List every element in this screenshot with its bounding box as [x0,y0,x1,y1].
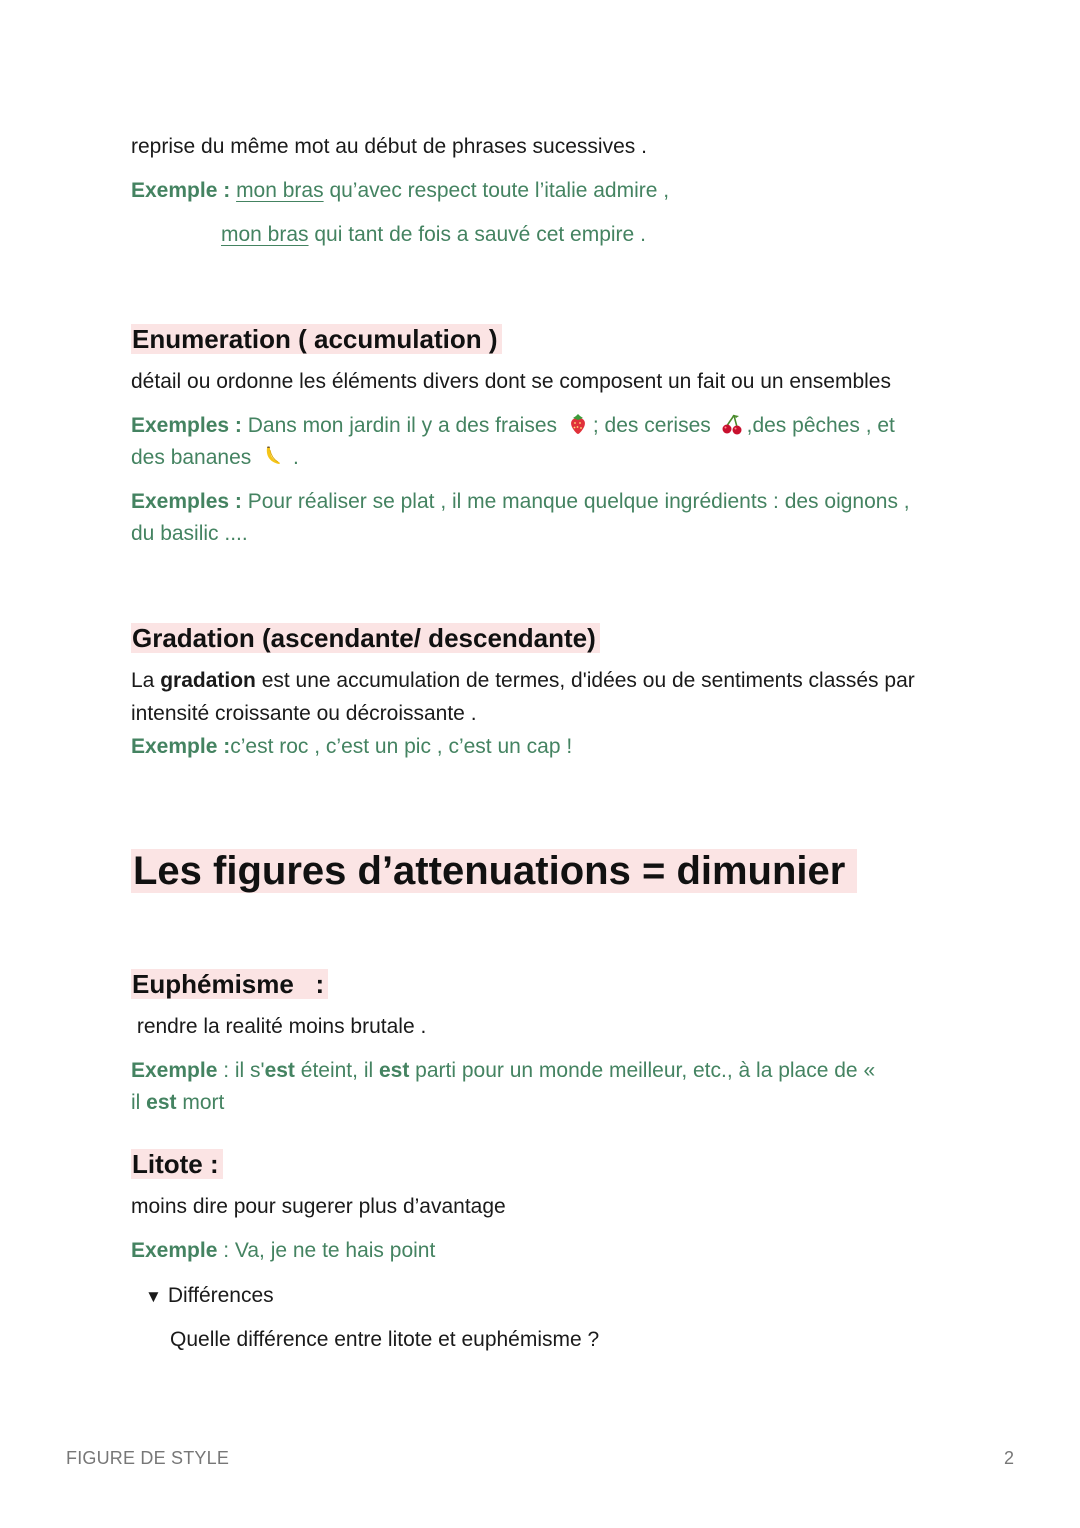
anaphore-example-line1 [131,174,669,207]
gradation-definition-line2: intensité croissante ou décroissante . [131,702,477,725]
anaphore-definition: reprise du même mot au début de phrases sucessives . [131,135,647,158]
heading-litote: Litote : [131,1147,223,1181]
cherries-icon [721,412,743,434]
section-heading: Les figures d’attenuations = dimunier [131,847,857,895]
euphemisme-definition: rendre la realité moins brutale . [131,1015,427,1038]
example-text: qu’avec respect toute l’italie admire , [323,179,670,202]
example-label: Exemples : [131,490,242,513]
enumeration-example2-line2: du basilic .... [131,522,248,545]
underlined-phrase: mon bras [221,223,309,246]
enumeration-example1-line2: des bananes . [131,446,299,469]
enumeration-example2-line1: Exemples : Pour réaliser se plat , il me manque quelque ingrédients : des oignons , [131,490,910,513]
toggle-label: Différences [167,1284,274,1307]
toggle-content: Quelle différence entre litote et euphémisme ? [170,1328,600,1351]
example-label: Exemple : [131,179,231,202]
heading-gradation: Gradation (ascendante/ descendante) [131,621,600,655]
underlined-phrase: mon bras [236,179,324,202]
enumeration-example1-line1: Exemples : Dans mon jardin il y a des fraises ; des cerises ,des pêches , et [131,414,895,437]
banana-icon [261,444,283,466]
heading-euphemisme: Euphémisme : [131,967,328,1001]
anaphore-example-line2 [221,218,646,251]
footer-title: FIGURE DE STYLE [66,1448,230,1468]
triangle-down-icon[interactable]: ▼ [145,1287,162,1306]
enumeration-definition: détail ou ordonne les éléments divers dont se composent un fait ou un ensembles [131,370,891,393]
litote-example: Exemple : Va, je ne te hais point [131,1239,436,1262]
euphemisme-example-line1: Exemple : il s'est éteint, il est parti pour un monde meilleur, etc., à la place de « [131,1059,876,1082]
litote-definition: moins dire pour sugerer plus d’avantage [131,1195,506,1218]
gradation-definition-line1: La gradation est une accumulation de termes, d'idées ou de sentiments classés par [131,669,915,692]
heading-enumeration: Enumeration ( accumulation ) [131,322,502,356]
example-label: Exemple [131,1059,218,1082]
toggle-differences[interactable] [145,1279,274,1313]
euphemisme-example-line2: il est mort [131,1091,225,1114]
example-text: qui tant de fois a sauvé cet empire . [308,223,646,246]
example-label: Exemples : [131,414,242,437]
example-label: Exemple [131,1239,218,1262]
page-number: 2 [1003,1448,1014,1468]
gradation-example: Exemple :c’est roc , c’est un pic , c’est un cap ! [131,735,573,758]
strawberry-icon [567,412,589,434]
example-label: Exemple : [131,735,231,758]
